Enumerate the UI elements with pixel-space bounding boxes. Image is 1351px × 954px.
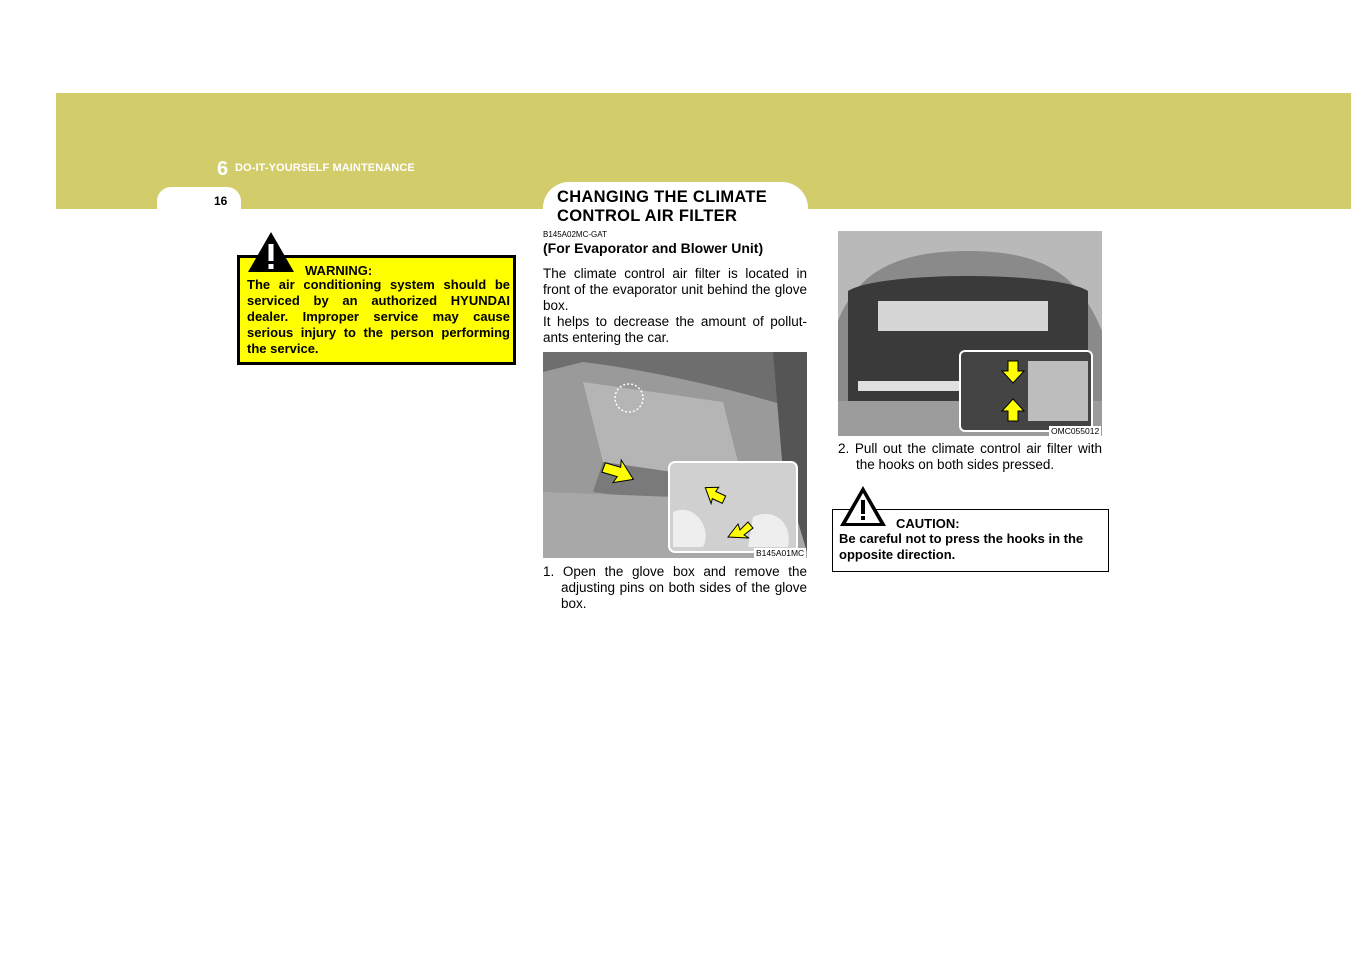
- caution-text: Be careful not to press the hooks in the opposite direction.: [839, 531, 1084, 562]
- intro-text: The climate control air filter is located in front of the evaporator unit behind the glove box.: [543, 266, 807, 313]
- air-filter-photo: [838, 231, 1102, 436]
- intro-paragraph: [543, 266, 807, 346]
- warning-text: The air conditioning system should be serviced by an authorized HYUNDAI dealer. Improper service may cause serious injury to the person performing the service.: [247, 277, 510, 356]
- section-title: CHANGING THE CLIMATE CONTROL AIR FILTER: [557, 188, 768, 225]
- section-code: B145A02MC-GAT: [543, 230, 607, 239]
- page-number-tab: [157, 187, 241, 214]
- subheading: (For Evaporator and Blower Unit): [543, 240, 764, 256]
- intro-text-2: It helps to decrease the amount of pollut-ants entering the car.: [543, 314, 807, 345]
- glove-box-photo: [543, 352, 807, 558]
- exclamation-triangle-icon: [838, 484, 888, 528]
- figure-code: B145A01MC: [756, 548, 805, 558]
- step-1: 1. Open the glove box and remove the adjusting pins on both sides of the glove box.: [543, 564, 807, 611]
- chapter-number: 6: [217, 158, 229, 180]
- step-2: 2. Pull out the climate control air filter with the hooks on both sides pressed.: [838, 441, 1102, 472]
- page-number: 16: [214, 194, 228, 208]
- exclamation-triangle-icon: [246, 230, 296, 274]
- warning-heading: WARNING:: [305, 263, 373, 278]
- chapter-title: DO-IT-YOURSELF MAINTENANCE: [235, 162, 415, 174]
- caution-heading: CAUTION:: [896, 516, 960, 531]
- figure-code: OMC055012: [1051, 426, 1100, 436]
